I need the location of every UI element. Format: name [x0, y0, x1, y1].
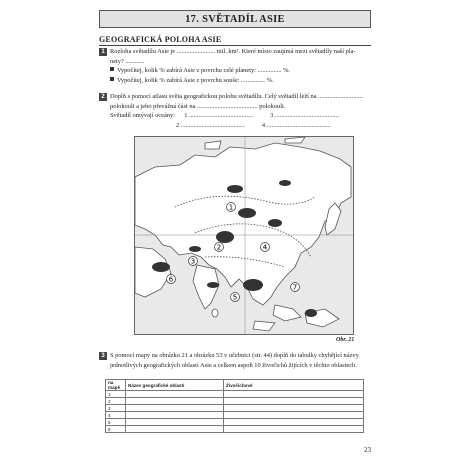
table-cell-animals[interactable]: [224, 419, 364, 426]
table-row: [106, 419, 364, 426]
table-row: [106, 398, 364, 405]
map-marker-7-label: 7: [292, 283, 298, 292]
table-row: [106, 412, 364, 419]
task-2-text-1: Doplň s pomocí atlasu světa geografickou polohu světadílu. Celý světadíl leží na ............................: [110, 93, 363, 100]
task-1-text-2: nety? ............: [110, 57, 145, 65]
map-marker-1-label: 1: [228, 203, 234, 212]
task-1-text-1: Rozloha světadílu Asie je ........................ mil. km². Které místo zaujímá mezi světadíly naší pla-: [110, 48, 356, 55]
task-3: [99, 351, 375, 370]
table-cell-area[interactable]: [126, 405, 224, 412]
task-1-bullet-1-text: Vypočítej, kolik % zabírá Asie z povrchu celé planety: ............... %.: [117, 67, 291, 75]
map-marker-3: [189, 257, 198, 266]
map-marker-4-label: 4: [262, 243, 268, 252]
table-header-row: [106, 380, 364, 391]
task-1-bullet-2: [99, 76, 375, 86]
table-cell-animals[interactable]: [224, 412, 364, 419]
task-2-oceans-row-2: [99, 121, 375, 131]
table-cell-animals[interactable]: [224, 398, 364, 405]
task-3-number: 3: [99, 352, 107, 360]
page-title-text: 17. SVĚTADÍL ASIE: [185, 13, 285, 25]
answer-table-wrapper: [105, 379, 364, 433]
table-cell-number: 2: [106, 398, 126, 405]
map-caption: Obr. 21: [336, 337, 355, 343]
section-title: GEOGRAFICKÁ POLOHA ASIE: [99, 35, 222, 44]
task-1-bullet-1: [99, 66, 375, 76]
table-cell-area[interactable]: [126, 391, 224, 398]
table-row: [106, 405, 364, 412]
table-cell-area[interactable]: [126, 419, 224, 426]
task-2-number: 2: [99, 93, 107, 101]
map-marker-6: [167, 275, 176, 284]
ocean-field-3[interactable]: 3 ........................................: [270, 112, 339, 120]
map-marker-3-label: 3: [190, 257, 196, 266]
section-divider: [99, 45, 371, 46]
table-cell-area[interactable]: [126, 426, 224, 433]
table-cell-number: 3: [106, 405, 126, 412]
map-marker-1: [227, 203, 236, 212]
task-1-bullet-2-text: Vypočítej, kolik % zabírá Asie z povrchu souše: ............... %.: [117, 76, 274, 84]
task-3-text-2: jednotlivých geografických oblastí Asie a celkem aspoň 10 živočichů žijících v těchto oblastech.: [110, 361, 357, 369]
table-header-number: na mapě: [106, 380, 126, 391]
task-1: [99, 47, 375, 85]
table-cell-animals[interactable]: [224, 405, 364, 412]
table-cell-animals[interactable]: [224, 391, 364, 398]
table-row: [106, 426, 364, 433]
map-marker-4: [261, 243, 270, 252]
map-marker-5: [231, 293, 240, 302]
bullet-icon: [110, 67, 114, 71]
table-cell-number: 1: [106, 391, 126, 398]
asia-map-drawing: [135, 137, 353, 334]
page-title: [99, 10, 371, 28]
table-cell-number: 4: [106, 412, 126, 419]
task-2-oceans-label: Světadíl omývají oceány:: [110, 112, 175, 120]
asia-map: [134, 136, 354, 335]
task-2-line-1: [99, 92, 375, 102]
ocean-field-2[interactable]: 2 ........................................: [176, 121, 245, 129]
table-row: [106, 391, 364, 398]
table-cell-area[interactable]: [126, 398, 224, 405]
map-marker-7: [291, 283, 300, 292]
task-1-line-1: [99, 47, 375, 57]
task-3-text-1: S pomocí mapy na obrázku 21 a obrázku 53 v učebnici (str. 44) doplň do tabulky chybějící názvy: [110, 352, 359, 359]
task-1-number: 1: [99, 48, 107, 56]
table-cell-area[interactable]: [126, 412, 224, 419]
map-marker-6-label: 6: [168, 275, 174, 284]
table-cell-number: 5: [106, 419, 126, 426]
answer-table: [105, 379, 364, 433]
table-cell-number: 6: [106, 426, 126, 433]
ocean-field-1[interactable]: 1 ........................................: [184, 112, 253, 120]
bullet-icon: [110, 77, 114, 81]
task-2: [99, 92, 375, 130]
map-marker-2-label: 2: [216, 243, 222, 252]
table-cell-animals[interactable]: [224, 426, 364, 433]
map-marker-2: [215, 243, 224, 252]
table-header-animals: Živočichové: [224, 380, 364, 391]
page-number: 23: [364, 446, 371, 454]
ocean-field-4[interactable]: 4 ........................................: [261, 121, 331, 129]
task-2-oceans-row-1: [99, 111, 375, 121]
task-2-text-2: polokouli a jeho převážná část na ...................................... polokouli.: [110, 102, 286, 110]
table-header-area: Název geografické oblasti: [126, 380, 224, 391]
task-3-line-1: [99, 351, 375, 361]
map-marker-5-label: 5: [232, 293, 238, 302]
